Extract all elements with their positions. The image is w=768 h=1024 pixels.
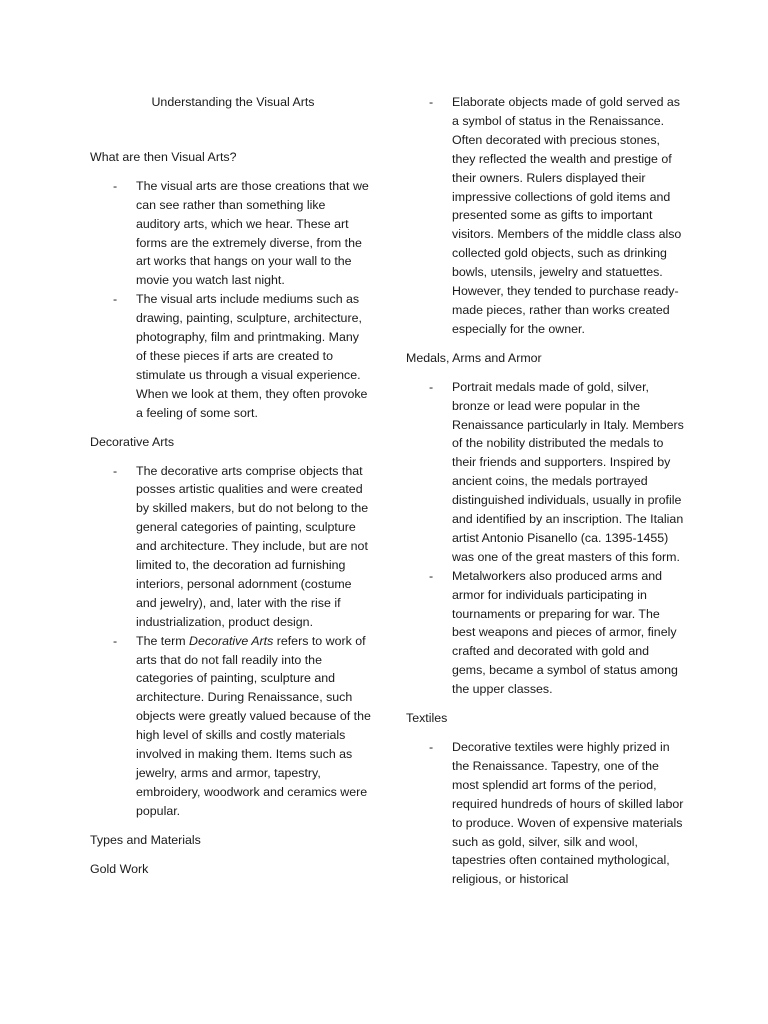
list-item: - Portrait medals made of gold, silver, bronze or lead were popular in the Renaissance particularly in Italy. Members of the nobility distributed the medals to their friends and supporters. Inspired by ancient coins, the medals portrayed distinguished individuals, usually in profile and identified by an inscription. The Italian artist Antonio Pisanello (ca. 1395-1455) was one of the great masters of this form. (406, 378, 686, 567)
list-item: - The visual arts are those creations that we can see rather than something like auditory arts, which we hear. These art forms are the extremely diverse, from the art works that hangs on your wall to the movie you watch last night. (90, 177, 372, 290)
visual-arts-list (90, 177, 372, 423)
heading-textiles: Textiles (406, 711, 448, 726)
right-column (406, 93, 686, 899)
emphasis-term: Decorative Arts (189, 633, 274, 648)
list-item: - The decorative arts comprise objects that posses artistic qualities and were created by skilled makers, but do not belong to the general categories of painting, sculpture and architecture. They include, but are not limited to, the decoration ad furnishing interiors, personal adornment (costume and jewelry), and, later with the rise if industrialization, product design. (90, 462, 372, 632)
text-run: The term (136, 633, 190, 648)
gold-work-list (406, 93, 686, 339)
list-item: - Elaborate objects made of gold served as a symbol of status in the Renaissance. Often decorated with precious stones, they reflected the wealth and prestige of their owners. Rulers displayed their impressive collections of gold items and presented some as gifts to important visitors. Members of the middle class also collected gold objects, such as drinking bowls, utensils, jewelry and statuettes. However, they tended to purchase ready-made pieces, rather than works created especially for the owner. (406, 93, 686, 339)
medals-list (406, 378, 686, 699)
left-column (90, 93, 372, 889)
list-item (90, 632, 372, 821)
textiles-list (406, 738, 686, 889)
decorative-arts-list (90, 462, 372, 821)
list-item: - Decorative textiles were highly prized in the Renaissance. Tapestry, one of the most splendid art forms of the period, required hundreds of hours of skilled labor to produce. Woven of expensive materials such as gold, silver, silk and wool, tapestries often contained mythological, religious, or historical (406, 738, 686, 889)
heading-visual-arts: What are then Visual Arts? (90, 149, 237, 164)
list-item: - The visual arts include mediums such as drawing, painting, sculpture, architecture, photography, film and printmaking. Many of these pieces if arts are created to stimulate us through a visual experience. When we look at them, they often provoke a feeling of some sort. (90, 290, 372, 422)
heading-gold-work: Gold Work (90, 861, 149, 876)
heading-decorative-arts: Decorative Arts (90, 434, 175, 449)
text-run: refers to work of arts that do not fall readily into the categories of painting, sculpture and architecture. During Renaissance, such objects were greatly valued because of the high level of skills and costly materials involved in making them. Items such as jewelry, arms and armor, tapestry, embroidery, woodwork and ceramics were popular. (136, 633, 371, 818)
list-item: - Metalworkers also produced arms and armor for individuals participating in tournaments or preparing for war. The best weapons and pieces of armor, finely crafted and decorated with gold and gems, became a symbol of status among the upper classes. (406, 567, 686, 699)
heading-types-materials: Types and Materials (90, 832, 201, 847)
page-title: Understanding the Visual Arts (151, 95, 315, 109)
heading-medals-arms-armor: Medals, Arms and Armor (406, 350, 542, 365)
